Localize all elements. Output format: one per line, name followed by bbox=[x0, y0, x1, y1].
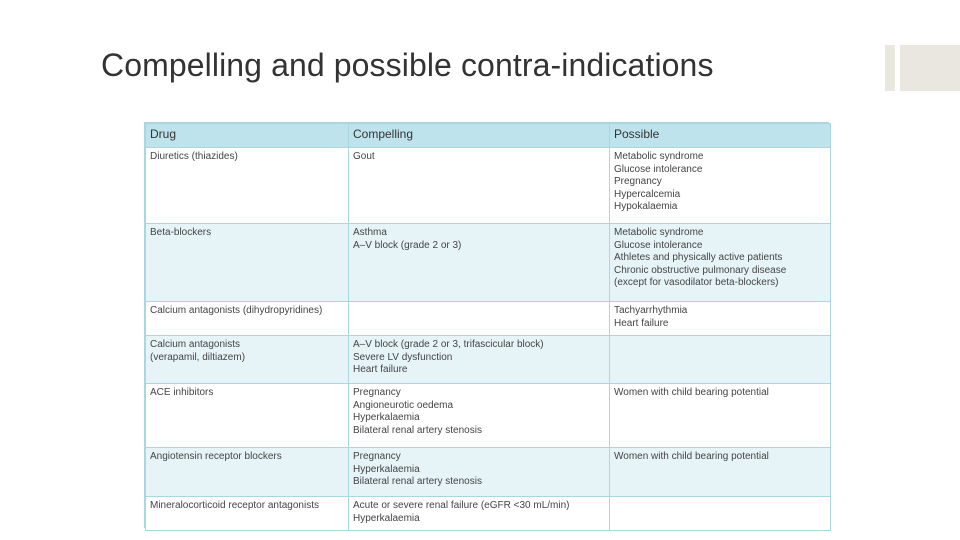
drug-cell bbox=[146, 224, 349, 302]
possible-cell bbox=[610, 384, 831, 448]
cell-line: Diuretics (thiazides) bbox=[150, 151, 238, 162]
column-header-possible: Possible bbox=[610, 124, 831, 148]
cell-line: Gout bbox=[353, 151, 375, 162]
cell-line: Glucose intolerance bbox=[614, 163, 703, 175]
table-row bbox=[146, 224, 831, 302]
contraindications-table bbox=[145, 123, 831, 531]
slide-title: Compelling and possible contra-indications bbox=[101, 47, 714, 83]
possible-cell bbox=[610, 448, 831, 497]
compelling-cell bbox=[349, 336, 610, 384]
cell-line: Chronic obstructive pulmonary disease bbox=[614, 264, 787, 276]
table-row bbox=[146, 448, 831, 497]
cell-line: Beta-blockers bbox=[150, 227, 212, 238]
title-accent-bar bbox=[885, 45, 895, 91]
cell-line: Mineralocorticoid receptor antagonists bbox=[150, 500, 319, 511]
drug-cell bbox=[146, 336, 349, 384]
compelling-cell bbox=[349, 497, 610, 531]
cell-line: Asthma bbox=[353, 227, 387, 238]
table-row bbox=[146, 302, 831, 336]
cell-line: Calcium antagonists bbox=[150, 339, 241, 350]
cell-line: Metabolic syndrome bbox=[614, 227, 704, 238]
cell-line: Severe LV dysfunction bbox=[353, 351, 453, 363]
cell-line: Glucose intolerance bbox=[614, 239, 703, 251]
possible-cell bbox=[610, 497, 831, 531]
cell-line: Pregnancy bbox=[353, 387, 401, 398]
cell-line: Tachyarrhythmia bbox=[614, 305, 688, 316]
cell-line: Hyperkalaemia bbox=[353, 412, 420, 424]
cell-line: ACE inhibitors bbox=[150, 387, 214, 398]
compelling-cell bbox=[349, 148, 610, 224]
possible-cell bbox=[610, 224, 831, 302]
table-header-row bbox=[146, 124, 831, 148]
cell-line: Heart failure bbox=[353, 364, 408, 376]
cell-line: Hypercalcemia bbox=[614, 188, 681, 200]
title-accent-block bbox=[900, 45, 960, 91]
compelling-cell bbox=[349, 448, 610, 497]
cell-line: Pregnancy bbox=[614, 176, 662, 188]
cell-line: Angiotensin receptor blockers bbox=[150, 451, 282, 462]
table-row bbox=[146, 148, 831, 224]
possible-cell bbox=[610, 302, 831, 336]
cell-line: Hypokalaemia bbox=[614, 201, 678, 213]
cell-line: Heart failure bbox=[614, 317, 669, 329]
table-row bbox=[146, 384, 831, 448]
compelling-cell bbox=[349, 224, 610, 302]
contraindications-table-frame bbox=[144, 122, 829, 528]
cell-line: Acute or severe renal failure (eGFR <30 mL/min) bbox=[353, 500, 570, 511]
table-row bbox=[146, 336, 831, 384]
cell-line: (except for vasodilator beta-blockers) bbox=[614, 277, 779, 289]
cell-line: (verapamil, diltiazem) bbox=[150, 351, 246, 363]
column-header-drug: Drug bbox=[146, 124, 349, 148]
table-row bbox=[146, 497, 831, 531]
cell-line: A–V block (grade 2 or 3) bbox=[353, 239, 462, 251]
possible-cell bbox=[610, 148, 831, 224]
compelling-cell bbox=[349, 302, 610, 336]
cell-line: Angioneurotic oedema bbox=[353, 399, 454, 411]
drug-cell bbox=[146, 448, 349, 497]
cell-line: Hyperkalaemia bbox=[353, 463, 420, 475]
compelling-cell bbox=[349, 384, 610, 448]
possible-cell bbox=[610, 336, 831, 384]
drug-cell bbox=[146, 302, 349, 336]
cell-line: Calcium antagonists (dihydropyridines) bbox=[150, 305, 323, 316]
drug-cell bbox=[146, 384, 349, 448]
cell-line: Women with child bearing potential bbox=[614, 387, 769, 398]
cell-line: Bilateral renal artery stenosis bbox=[353, 424, 482, 436]
cell-line: Bilateral renal artery stenosis bbox=[353, 476, 482, 488]
cell-line: Women with child bearing potential bbox=[614, 451, 769, 462]
drug-cell bbox=[146, 148, 349, 224]
cell-line: Metabolic syndrome bbox=[614, 151, 704, 162]
column-header-compelling: Compelling bbox=[349, 124, 610, 148]
cell-line: Pregnancy bbox=[353, 451, 401, 462]
cell-line: Hyperkalaemia bbox=[353, 512, 420, 524]
cell-line: A–V block (grade 2 or 3, trifascicular block) bbox=[353, 339, 544, 350]
cell-line: Athletes and physically active patients bbox=[614, 252, 783, 264]
drug-cell bbox=[146, 497, 349, 531]
